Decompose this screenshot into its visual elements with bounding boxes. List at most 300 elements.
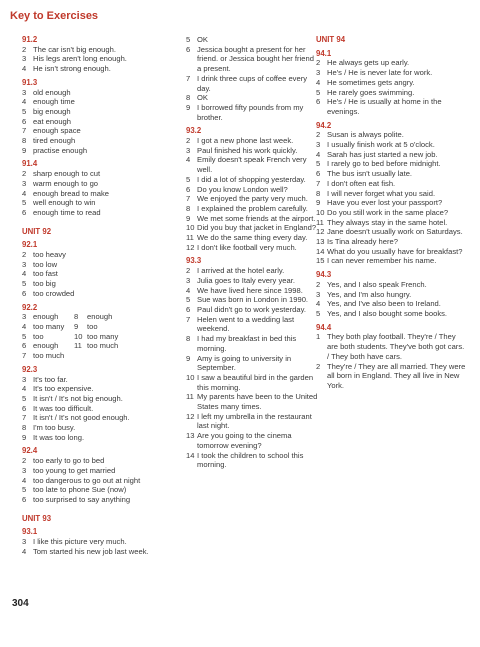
answer-text: too early to go to bed	[33, 456, 105, 466]
answer-number: 4	[22, 64, 27, 74]
answer-text: Yes, and I also bought some books.	[327, 308, 448, 318]
answer-text: I had my breakfast in bed this morning.	[197, 334, 297, 353]
answer-item	[22, 351, 74, 361]
answer-item	[22, 423, 172, 433]
unit-heading: UNIT 92	[22, 226, 52, 236]
answer-item	[22, 476, 172, 486]
answer-text: Yes, and I've also been to Ireland.	[327, 299, 441, 309]
answer-number: 9	[186, 102, 191, 112]
answer-item	[316, 169, 468, 179]
answer-text: His legs aren't long enough.	[33, 54, 127, 64]
page-number: 304	[12, 598, 29, 609]
answer-text: Tom started his new job last week.	[33, 546, 149, 556]
answer-number: 7	[186, 73, 191, 83]
exercise-heading: 91.4	[22, 159, 38, 169]
exercise-heading: 92.1	[22, 240, 38, 250]
answer-number: 3	[22, 465, 27, 475]
answer-item	[186, 136, 318, 146]
answer-item	[22, 495, 172, 505]
answer-number: 14	[186, 450, 195, 460]
answer-item	[22, 537, 172, 547]
answer-text: enough	[33, 312, 59, 322]
answer-text: enough	[87, 312, 113, 322]
answer-item	[316, 130, 468, 140]
answer-number: 5	[22, 106, 27, 116]
answer-text: Yes, and I'm also hungry.	[327, 289, 412, 299]
answer-item	[316, 299, 468, 309]
answer-item	[22, 117, 172, 127]
answer-text: I can never remember his name.	[327, 256, 437, 266]
answer-item	[22, 322, 74, 332]
answer-text: Sarah has just started a new job.	[327, 149, 438, 159]
answer-item	[22, 341, 74, 351]
answer-number: 5	[22, 331, 27, 341]
answer-number: 8	[316, 188, 321, 198]
answer-text: It was too long.	[33, 432, 85, 442]
answer-item	[316, 78, 468, 88]
answer-number: 2	[316, 279, 321, 289]
answer-item	[22, 208, 172, 218]
answer-item	[186, 223, 318, 233]
answer-text: eat enough	[33, 116, 72, 126]
answer-item	[22, 54, 172, 64]
answer-text: OK	[197, 35, 208, 44]
answer-item	[186, 204, 318, 214]
answer-text: Susan is always polite.	[327, 130, 404, 140]
answer-item	[186, 45, 318, 74]
answer-item	[186, 243, 318, 253]
answer-text: They're / They are all married. They were all born in England. They all live in New York.	[327, 361, 466, 390]
answer-item	[186, 155, 318, 174]
answer-item	[22, 45, 172, 55]
answer-text: Jessica bought a present for her friend. or Jessica bought her friend a present.	[197, 44, 314, 74]
answer-text: It was too difficult.	[33, 403, 94, 413]
answer-text: too late to phone Sue (now)	[33, 485, 127, 495]
answer-number: 2	[316, 361, 321, 371]
answer-list	[22, 250, 172, 299]
answer-list	[186, 136, 318, 252]
answer-text: big enough	[33, 106, 71, 116]
answer-item	[22, 64, 172, 74]
answer-text	[87, 351, 172, 361]
exercise-heading: 92.2	[22, 302, 38, 312]
answer-text: too many	[87, 331, 119, 341]
answer-number: 4	[22, 546, 27, 556]
answer-text: I left my umbrella in the restaurant last night.	[197, 411, 312, 431]
answer-number: 4	[22, 321, 27, 331]
answer-number: 6	[186, 184, 191, 194]
answer-item	[316, 309, 468, 319]
answer-item	[22, 260, 172, 270]
answer-item	[186, 233, 318, 243]
answer-text: He's / He is never late for work.	[327, 68, 433, 78]
answer-number: 7	[22, 413, 27, 423]
answer-number: 6	[22, 116, 27, 126]
answer-number: 7	[186, 194, 191, 204]
answer-number: 4	[186, 285, 191, 295]
exercise-heading: 91.3	[22, 77, 38, 87]
answer-text: too	[87, 321, 98, 331]
answer-number: 13	[186, 431, 195, 441]
answer-number: 7	[316, 178, 321, 188]
answer-item	[316, 140, 468, 150]
exercise-heading: 92.3	[22, 364, 38, 374]
answer-text: The bus isn't usually late.	[327, 169, 413, 179]
answer-text: It's too far.	[33, 374, 68, 384]
answer-text: enough	[33, 341, 59, 351]
answer-item	[22, 456, 172, 466]
answer-text: practise enough	[33, 145, 88, 155]
answer-text: too young to get married	[33, 465, 116, 475]
answer-list	[316, 130, 468, 266]
answer-text: enough bread to make	[33, 188, 109, 198]
answer-number: 3	[22, 54, 27, 64]
answer-number: 3	[316, 289, 321, 299]
answer-number: 2	[316, 130, 321, 140]
unit-heading: UNIT 93	[22, 513, 52, 523]
answer-text: He always gets up early.	[327, 58, 410, 68]
answer-item	[74, 351, 172, 361]
answer-item	[22, 466, 172, 476]
answer-item	[74, 312, 172, 322]
answer-number: 6	[316, 169, 321, 179]
answer-text: enough space	[33, 126, 81, 136]
answer-text: They always stay in the same hotel.	[327, 217, 448, 227]
answer-item	[22, 198, 172, 208]
answer-item	[316, 97, 468, 116]
answer-number: 9	[22, 432, 27, 442]
answer-number: 6	[22, 207, 27, 217]
answer-number: 2	[22, 44, 27, 54]
exercise-heading: 94.4	[316, 322, 332, 332]
answer-item	[186, 451, 318, 470]
answer-text: I don't like football very much.	[197, 242, 297, 252]
answer-text: I borrowed fifty pounds from my brother.	[197, 102, 304, 122]
answer-number: 3	[186, 275, 191, 285]
exercise-heading: 92.4	[22, 446, 38, 456]
answer-text: I took the children to school this morning.	[197, 450, 304, 470]
answer-item	[316, 159, 468, 169]
answer-text: too much	[33, 351, 65, 361]
answer-number: 12	[186, 411, 195, 421]
answer-item	[22, 136, 172, 146]
answer-number: 4	[22, 97, 27, 107]
answer-text: I'm too busy.	[33, 423, 76, 433]
answer-number: 4	[186, 155, 191, 165]
answer-number: 4	[316, 77, 321, 87]
answer-number: 15	[316, 256, 325, 266]
answer-number: 2	[22, 456, 27, 466]
answer-text: The car isn't big enough.	[33, 44, 116, 54]
answer-text: old enough	[33, 87, 71, 97]
answer-text: Jane doesn't usually work on Saturdays.	[327, 227, 463, 237]
answer-item	[316, 88, 468, 98]
answer-item	[22, 413, 172, 423]
answer-item	[186, 373, 318, 392]
answer-number: 14	[316, 246, 325, 256]
answer-item	[316, 58, 468, 68]
answer-text: well enough to win	[33, 198, 96, 208]
answer-text: sharp enough to cut	[33, 169, 101, 179]
answer-item	[22, 547, 172, 557]
answer-number: 5	[22, 198, 27, 208]
answer-text: I did a lot of shopping yesterday.	[197, 174, 306, 184]
answer-number: 2	[316, 58, 321, 68]
answer-item	[316, 280, 468, 290]
answer-item	[186, 334, 318, 353]
answer-number: 6	[22, 288, 27, 298]
answer-number: 3	[22, 374, 27, 384]
answer-text: too heavy	[33, 250, 66, 260]
answer-text: too crowded	[33, 288, 75, 298]
answer-item	[186, 286, 318, 296]
answer-number: 11	[186, 392, 194, 402]
answer-number: 9	[74, 321, 79, 331]
answer-number: 10	[316, 207, 325, 217]
answer-number: 3	[22, 537, 27, 547]
answer-item	[22, 312, 74, 322]
answer-item	[22, 485, 172, 495]
answer-text: warm enough to go	[33, 178, 99, 188]
answer-number: 11	[186, 233, 194, 243]
answer-item	[22, 169, 172, 179]
answer-number: 2	[22, 169, 27, 179]
answer-item	[316, 227, 468, 237]
answer-number: 5	[186, 295, 191, 305]
answer-grid	[22, 312, 172, 361]
answer-text: tired enough	[33, 136, 76, 146]
answer-text: Sue was born in London in 1990.	[197, 295, 309, 305]
answer-number: 4	[316, 149, 321, 159]
answer-text: Did you buy that jacket in England?	[197, 223, 317, 233]
answer-number: 5	[316, 159, 321, 169]
answer-number: 6	[316, 97, 321, 107]
exercise-heading: 94.1	[316, 48, 332, 58]
unit-heading: UNIT 94	[316, 35, 346, 44]
answer-number: 3	[316, 68, 321, 78]
answer-item	[22, 394, 172, 404]
answer-text: too	[33, 331, 44, 341]
answer-item	[186, 354, 318, 373]
answer-number: 6	[186, 44, 191, 54]
answer-item	[186, 266, 318, 276]
answer-item	[22, 375, 172, 385]
answer-item	[186, 93, 318, 103]
answer-number: 10	[74, 331, 83, 341]
answer-item	[22, 332, 74, 342]
answer-number: 7	[22, 351, 27, 361]
answer-item	[186, 74, 318, 93]
answer-text: enough time	[33, 97, 75, 107]
answer-text: It's too expensive.	[33, 384, 94, 394]
exercise-heading: 94.2	[316, 120, 332, 130]
answer-list	[186, 266, 318, 470]
answer-number: 8	[74, 312, 79, 322]
answer-text: Julia goes to Italy every year.	[197, 275, 295, 285]
answer-item	[22, 146, 172, 156]
answer-number: 2	[186, 136, 191, 146]
answer-number: 4	[22, 384, 27, 394]
answer-number: 5	[186, 35, 191, 44]
answer-number: 11	[74, 341, 82, 351]
answer-item	[316, 290, 468, 300]
answer-item	[74, 322, 172, 332]
answer-number: 8	[22, 136, 27, 146]
answer-text: too surprised to say anything	[33, 494, 131, 504]
answer-number: 3	[186, 145, 191, 155]
answer-item	[316, 179, 468, 189]
answer-number: 8	[186, 334, 191, 344]
answer-item	[186, 146, 318, 156]
answer-number: 5	[22, 279, 27, 289]
answer-text: I explained the problem carefully.	[197, 203, 308, 213]
answer-list	[316, 332, 468, 390]
page-title: Key to Exercises	[10, 10, 99, 22]
answer-number: 10	[186, 372, 195, 382]
exercise-heading: 93.1	[22, 527, 38, 537]
answer-text: Yes, and I also speak French.	[327, 279, 427, 289]
answer-list	[22, 169, 172, 218]
answer-item	[186, 103, 318, 122]
answer-text: too dangerous to go out at night	[33, 475, 141, 485]
answer-text: We have lived here since 1998.	[197, 285, 303, 295]
answer-text: I saw a beautiful bird in the garden this morning.	[197, 372, 314, 392]
answer-item	[22, 289, 172, 299]
answer-item	[186, 295, 318, 305]
answer-item	[186, 305, 318, 315]
answer-number: 13	[316, 237, 325, 247]
answer-number: 4	[22, 475, 27, 485]
answer-item	[22, 126, 172, 136]
answer-item	[316, 208, 468, 218]
answer-item	[316, 332, 468, 361]
answer-list	[22, 537, 172, 556]
answer-number: 5	[316, 308, 321, 318]
answer-number: 5	[22, 393, 27, 403]
answer-column-1	[22, 35, 172, 556]
answer-number: 3	[22, 87, 27, 97]
answer-number: 3	[22, 178, 27, 188]
answer-number: 6	[22, 494, 27, 504]
answer-item	[316, 150, 468, 160]
answer-text: Are you going to the cinema tomorrow evening?	[197, 431, 292, 450]
answer-text: Do you still work in the same place?	[327, 207, 449, 217]
answer-text: too fast	[33, 269, 58, 279]
answer-number: 4	[22, 269, 27, 279]
answer-text: Is Tina already here?	[327, 237, 398, 247]
answer-number: 9	[186, 213, 191, 223]
answer-item	[186, 175, 318, 185]
answer-number: 7	[22, 126, 27, 136]
answer-item	[186, 392, 318, 411]
answer-item	[22, 250, 172, 260]
answer-number: 5	[316, 87, 321, 97]
answer-number: 8	[186, 93, 191, 103]
answer-text: I rarely go to bed before midnight.	[327, 159, 441, 169]
answer-text: We met some friends at the airport.	[197, 213, 316, 223]
answer-text: It isn't / It's not big enough.	[33, 393, 123, 403]
answer-text: Do you know London well?	[197, 184, 288, 194]
exercise-heading: 94.3	[316, 270, 332, 280]
answer-text: What do you usually have for breakfast?	[327, 246, 463, 256]
answer-text: Helen went to a wedding last weekend.	[197, 314, 295, 334]
answer-number: 7	[186, 314, 191, 324]
answer-number: 6	[22, 403, 27, 413]
answer-item	[186, 194, 318, 204]
answer-number: 9	[186, 353, 191, 363]
answer-text: He sometimes gets angry.	[327, 77, 415, 87]
answer-text: We do the same thing every day.	[197, 233, 308, 243]
answer-item	[186, 214, 318, 224]
answer-number: 6	[186, 304, 191, 314]
answer-text: too big	[33, 279, 56, 289]
answer-text: Paul didn't go to work yesterday.	[197, 304, 306, 314]
answer-text: We enjoyed the party very much.	[197, 194, 308, 204]
answer-item	[22, 279, 172, 289]
answer-text: Amy is going to university in September.	[197, 353, 292, 373]
exercise-heading: 93.3	[186, 256, 202, 266]
answer-number: 9	[22, 145, 27, 155]
answer-text: I will never forget what you said.	[327, 188, 436, 198]
answer-list	[22, 88, 172, 156]
answer-number: 8	[186, 203, 191, 213]
answer-item	[316, 68, 468, 78]
answer-text: too low	[33, 259, 58, 269]
answer-number: 10	[186, 223, 195, 233]
answer-text: Have you ever lost your passport?	[327, 198, 443, 208]
answer-item	[22, 189, 172, 199]
answer-text: He isn't strong enough.	[33, 64, 111, 74]
answer-number: 5	[186, 174, 191, 184]
answer-text: He rarely goes swimming.	[327, 87, 415, 97]
answer-number: 3	[22, 312, 27, 322]
answer-item	[316, 189, 468, 199]
answer-list	[22, 45, 172, 74]
answer-number: 8	[22, 423, 27, 433]
answer-text: I like this picture very much.	[33, 537, 127, 547]
answer-number: 2	[22, 250, 27, 260]
exercise-heading: 91.2	[22, 35, 38, 44]
answer-list	[22, 456, 172, 505]
answer-item	[186, 185, 318, 195]
answer-item	[22, 433, 172, 443]
answer-text: enough time to read	[33, 207, 101, 217]
answer-column-2	[186, 35, 318, 470]
answer-list	[22, 375, 172, 443]
answer-number: 9	[316, 198, 321, 208]
answer-item	[316, 198, 468, 208]
answer-text: I drink three cups of coffee every day.	[197, 73, 308, 93]
answer-item	[186, 412, 318, 431]
answer-number: 12	[316, 227, 325, 237]
answer-item	[186, 431, 318, 450]
answer-number: 4	[22, 188, 27, 198]
answer-list	[316, 58, 468, 116]
exercise-heading: 93.2	[186, 126, 202, 136]
answer-text: It isn't / It's not good enough.	[33, 413, 130, 423]
answer-item	[316, 237, 468, 247]
answer-number: 3	[22, 259, 27, 269]
answer-text: My parents have been to the United States many times.	[197, 392, 318, 412]
answer-item	[316, 247, 468, 257]
answer-number	[74, 351, 87, 361]
answer-text: They both play football. They're / They are both students. They've both got cars. / They both have cars.	[327, 332, 465, 361]
answer-text: I arrived at the hotel early.	[197, 266, 285, 276]
answer-number: 6	[22, 341, 27, 351]
answer-item	[22, 179, 172, 189]
answer-text: too many	[33, 321, 65, 331]
answer-item	[22, 97, 172, 107]
